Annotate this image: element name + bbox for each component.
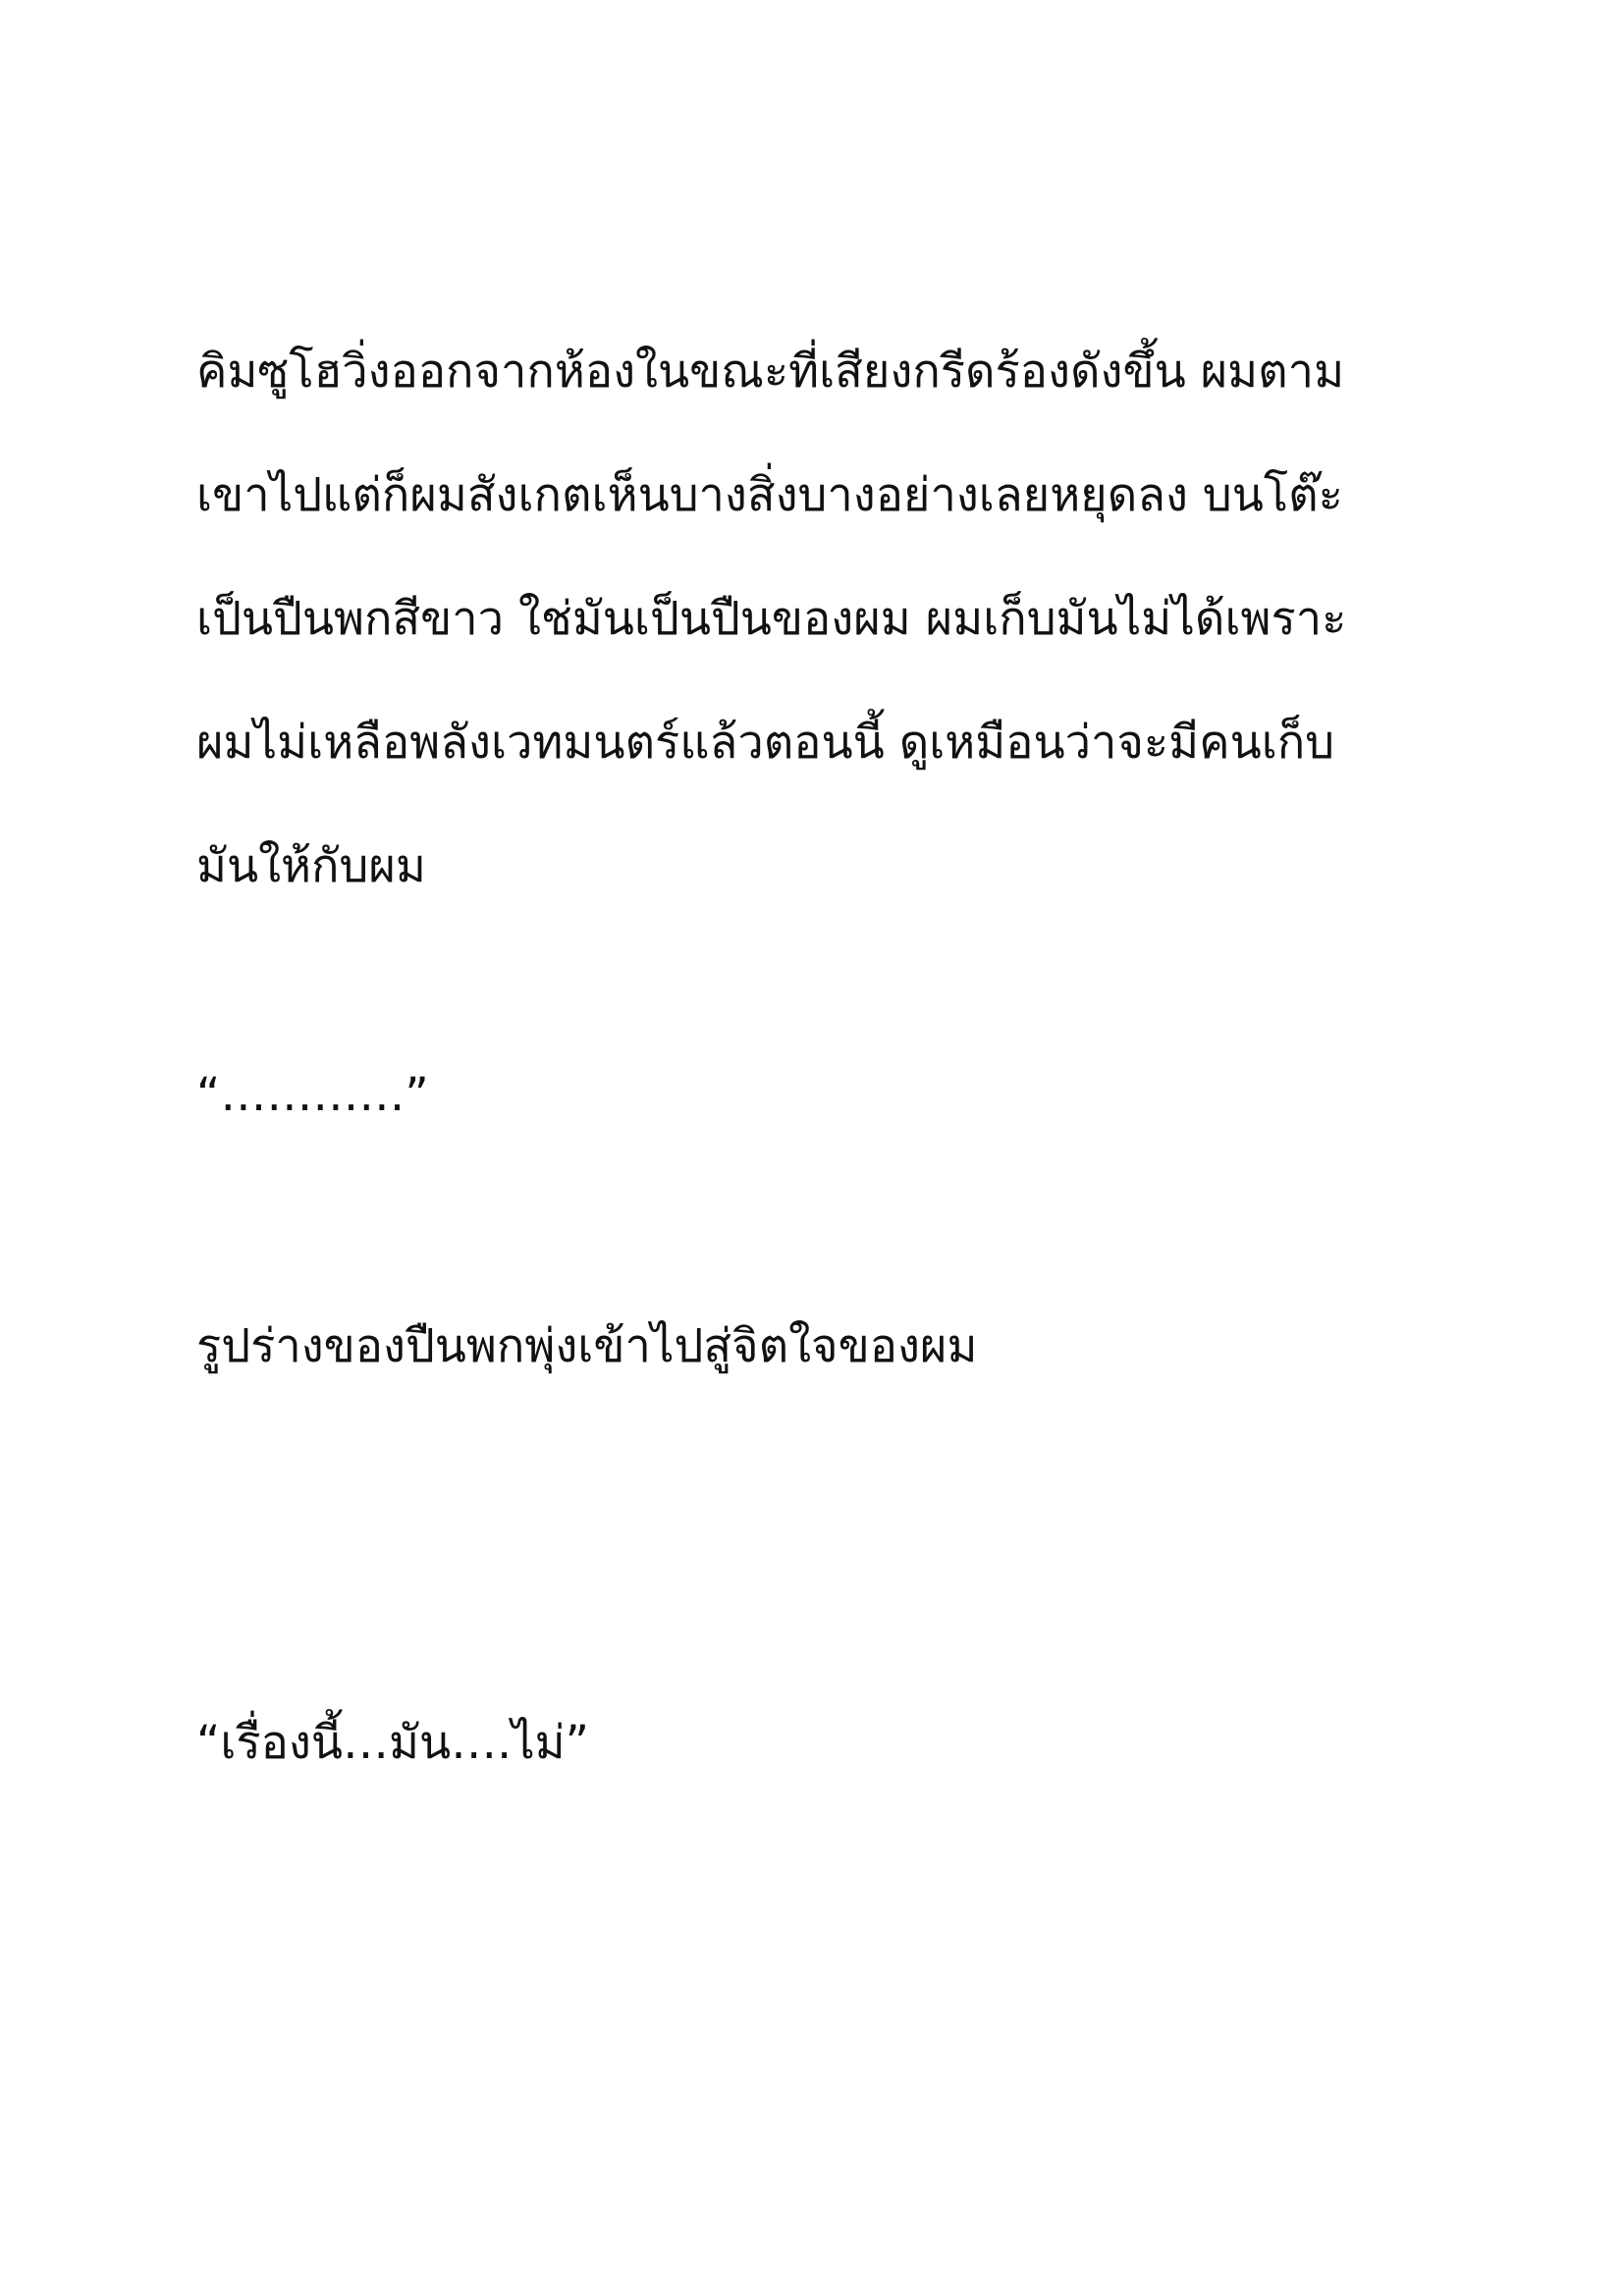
narrative-paragraph xyxy=(196,310,1346,929)
paragraph-line: เป็นปืนพกสีขาว ใช่มันเป็นปืนของผม ผมเก็บมันไม่ได้เพราะ xyxy=(196,592,1347,646)
paragraph-line: ผมไม่เหลือพลังเวทมนตร์แล้วตอนนี้ ดูเหมือนว่าจะมีคนเก็บ xyxy=(196,716,1335,770)
paragraph-line: คิมซูโฮวิ่งออกจากห้องในขณะที่เสียงกรีดร้องดังขึ้น ผมตาม xyxy=(196,345,1345,399)
dialogue-line: “เรื่องนี้…มัน….ไม่” xyxy=(196,1716,589,1770)
narrative-line: รูปร่างของปืนพกพุ่งเข้าไปสู่จิตใจของผม xyxy=(196,1319,978,1373)
dialogue-line: “…………” xyxy=(196,1068,429,1122)
paragraph-line: มันให้กับผม xyxy=(196,839,426,893)
paragraph-line: เขาไปแต่ก็ผมสังเกตเห็นบางสิ่งบางอย่างเลยหยุดลง บนโต๊ะ xyxy=(196,468,1343,522)
